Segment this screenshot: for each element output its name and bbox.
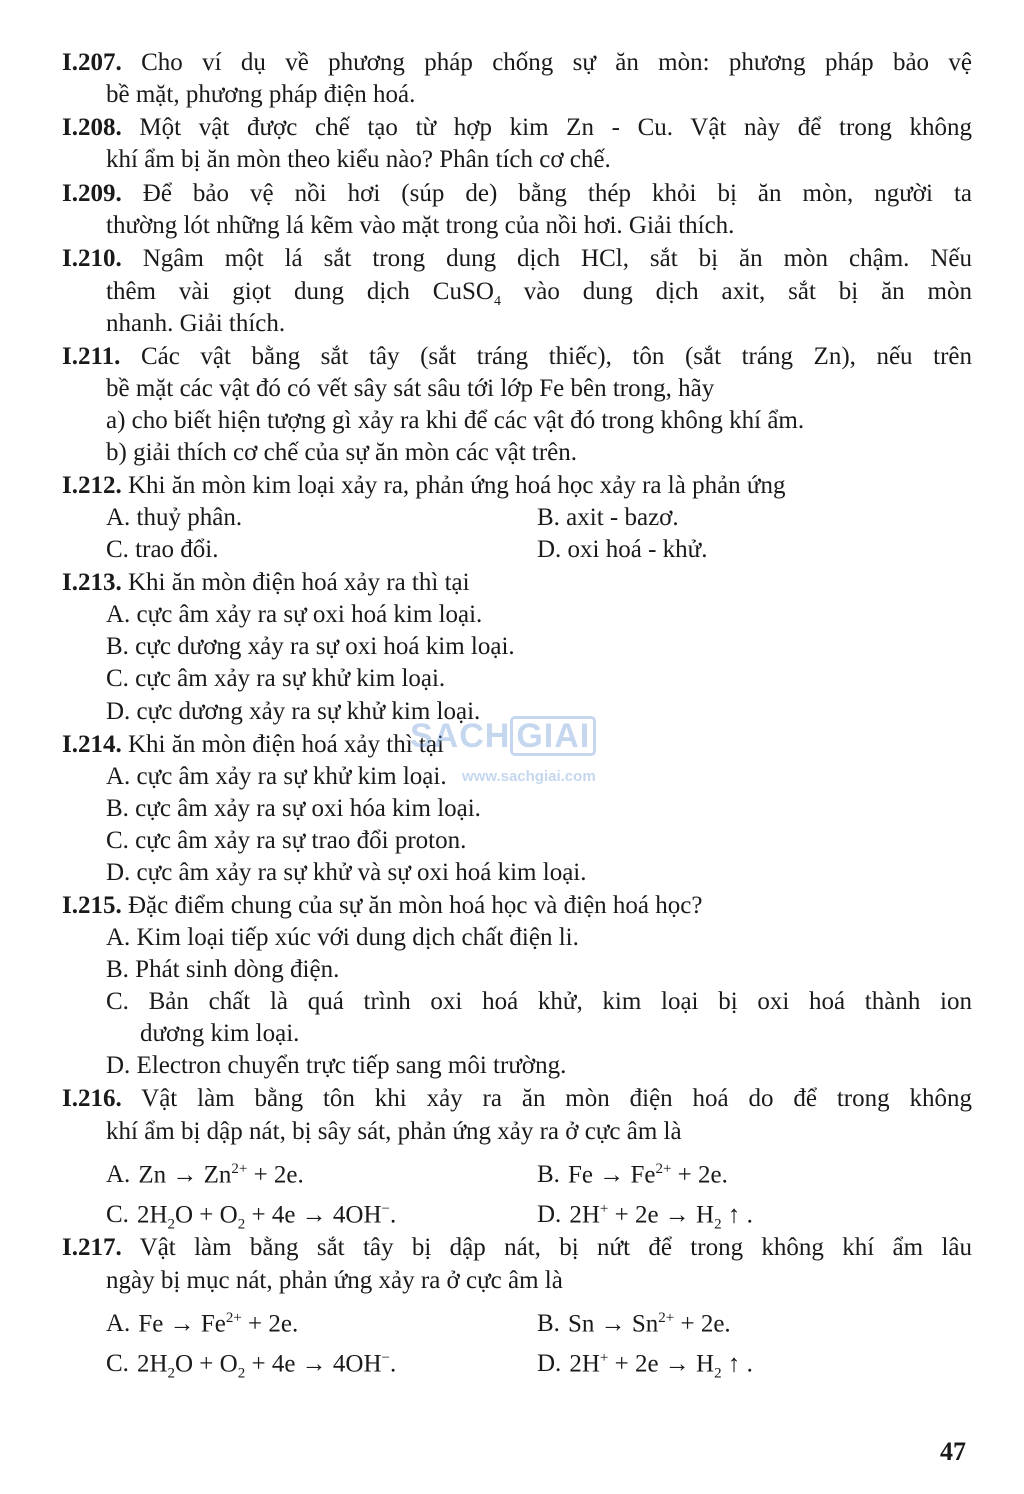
question-213-option-d: D. cực dương xảy ra sự khử kim loại. [106, 698, 481, 725]
question-217-line2: ngày bị mục nát, phản ứng xảy ra ở cực âm là [106, 1267, 563, 1294]
question-211-part-a: a) cho biết hiện tượng gì xảy ra khi để các vật đó trong không khí ẩm. [106, 407, 805, 434]
question-216-option-c: C. $2H_2O + O_2 + 4e \to 4OH^-$. [106, 1201, 397, 1233]
question-207-line1: I.207. Cho ví dụ về phương pháp chống sự ăn mòn: phương pháp bảo vệ [62, 49, 972, 76]
question-213-option-b: B. cực dương xảy ra sự oxi hoá kim loại. [106, 633, 515, 660]
question-number: I.217. [62, 1234, 122, 1261]
question-213-option-c: C. cực âm xảy ra sự khử kim loại. [106, 665, 446, 692]
question-number: I.216. [62, 1085, 122, 1112]
question-217-option-b: B. $Sn \to Sn^{2+} + 2e$. [537, 1310, 731, 1338]
question-number: I.210. [62, 245, 122, 272]
question-207-line2: bề mặt, phương pháp điện hoá. [106, 81, 416, 108]
question-215-stem: I.215. Đặc điểm chung của sự ăn mòn hoá học và điện hoá học? [62, 892, 703, 919]
question-number: I.215. [62, 892, 122, 919]
question-number: I.207. [62, 49, 122, 76]
question-208-line2: khí ẩm bị ăn mòn theo kiểu nào? Phân tích cơ chế. [106, 146, 611, 173]
question-214-stem: I.214. Khi ăn mòn điện hoá xảy thì tại [62, 731, 444, 758]
question-210-line1: I.210. Ngâm một lá sắt trong dung dịch HCl, sắt bị ăn mòn chậm. Nếu [62, 245, 973, 272]
question-212-option-d: D. oxi hoá - khử. [537, 536, 708, 563]
question-212-option-c: C. trao đổi. [106, 536, 219, 563]
question-215-option-d: D. Electron chuyển trực tiếp sang môi trường. [106, 1052, 567, 1079]
question-214-option-b: B. cực âm xảy ra sự oxi hóa kim loại. [106, 795, 481, 822]
question-209-line2: thường lót những lá kẽm vào mặt trong của nồi hơi. Giải thích. [106, 212, 735, 239]
page-number: 47 [940, 1437, 966, 1466]
question-number: I.211. [62, 343, 121, 370]
question-212-stem: I.212. Khi ăn mòn kim loại xảy ra, phản ứng hoá học xảy ra là phản ứng [62, 472, 786, 499]
question-214-option-a: A. cực âm xảy ra sự khử kim loại. [106, 763, 447, 790]
question-number: I.213. [62, 569, 122, 596]
question-216-option-a: A. $Zn \to Zn^{2+} + 2e$. [106, 1161, 304, 1189]
question-214-option-c: C. cực âm xảy ra sự trao đổi proton. [106, 827, 467, 854]
question-208-line1: I.208. Một vật được chế tạo từ hợp kim Zn - Cu. Vật này để trong không [62, 114, 972, 141]
question-212-option-a: A. thuỷ phân. [106, 504, 243, 531]
question-216-line1: I.216. Vật làm bằng tôn khi xảy ra ăn mòn điện hoá do để trong không [62, 1085, 972, 1112]
watermark-url: www.sachgiai.com [462, 768, 596, 785]
question-number: I.212. [62, 472, 122, 499]
question-216-option-b: B. $Fe \to Fe^{2+} + 2e$. [537, 1161, 728, 1189]
question-211-line2: bề mặt các vật đó có vết sây sát sâu tới lớp Fe bên trong, hãy [106, 375, 715, 402]
question-217-option-d: D. $2H^+ + 2e \to H_2$ ↑ . [537, 1350, 753, 1382]
question-211-line1: I.211. Các vật bằng sắt tây (sắt tráng thiếc), tôn (sắt tráng Zn), nếu trên [62, 343, 972, 370]
question-210-line2: thêm vài giọt dung dịch CuSO$_4$ vào dung dịch axit, sắt bị ăn mòn [106, 278, 972, 309]
question-216-option-d: D. $2H^+ + 2e \to H_2$ ↑ . [537, 1201, 753, 1233]
question-215-option-a: A. Kim loại tiếp xúc với dung dịch chất điện li. [106, 924, 579, 951]
question-215-option-c-line1: C. Bản chất là quá trình oxi hoá khử, kim loại bị oxi hoá thành ion [106, 988, 972, 1015]
question-210-line3: nhanh. Giải thích. [106, 310, 286, 337]
question-214-option-d: D. cực âm xảy ra sự khử và sự oxi hoá kim loại. [106, 859, 587, 886]
question-number: I.214. [62, 731, 122, 758]
question-211-part-b: b) giải thích cơ chế của sự ăn mòn các vật trên. [106, 439, 578, 466]
question-215-option-b: B. Phát sinh dòng điện. [106, 956, 340, 983]
question-213-option-a: A. cực âm xảy ra sự oxi hoá kim loại. [106, 601, 483, 628]
question-number: I.209. [62, 180, 122, 207]
question-212-option-b: B. axit - bazơ. [537, 504, 679, 531]
question-215-option-c-line2: dương kim loại. [140, 1020, 300, 1047]
question-209-line1: I.209. Để bảo vệ nồi hơi (súp de) bằng thép khỏi bị ăn mòn, người ta [62, 180, 973, 207]
sachgiai-watermark-logo: SACH GIAI www.sachgiai.com [410, 717, 596, 785]
question-217-line1: I.217. Vật làm bằng sắt tây bị dập nát, bị nứt để trong không khí ẩm lâu [62, 1234, 972, 1261]
question-number: I.208. [62, 114, 122, 141]
question-216-line2: khí ẩm bị dập nát, bị sây sát, phản ứng xảy ra ở cực âm là [106, 1118, 682, 1145]
question-213-stem: I.213. Khi ăn mòn điện hoá xảy ra thì tại [62, 569, 470, 596]
question-217-option-c: C. $2H_2O + O_2 + 4e \to 4OH^-$. [106, 1350, 397, 1382]
question-217-option-a: A. $Fe \to Fe^{2+} + 2e$. [106, 1310, 299, 1338]
